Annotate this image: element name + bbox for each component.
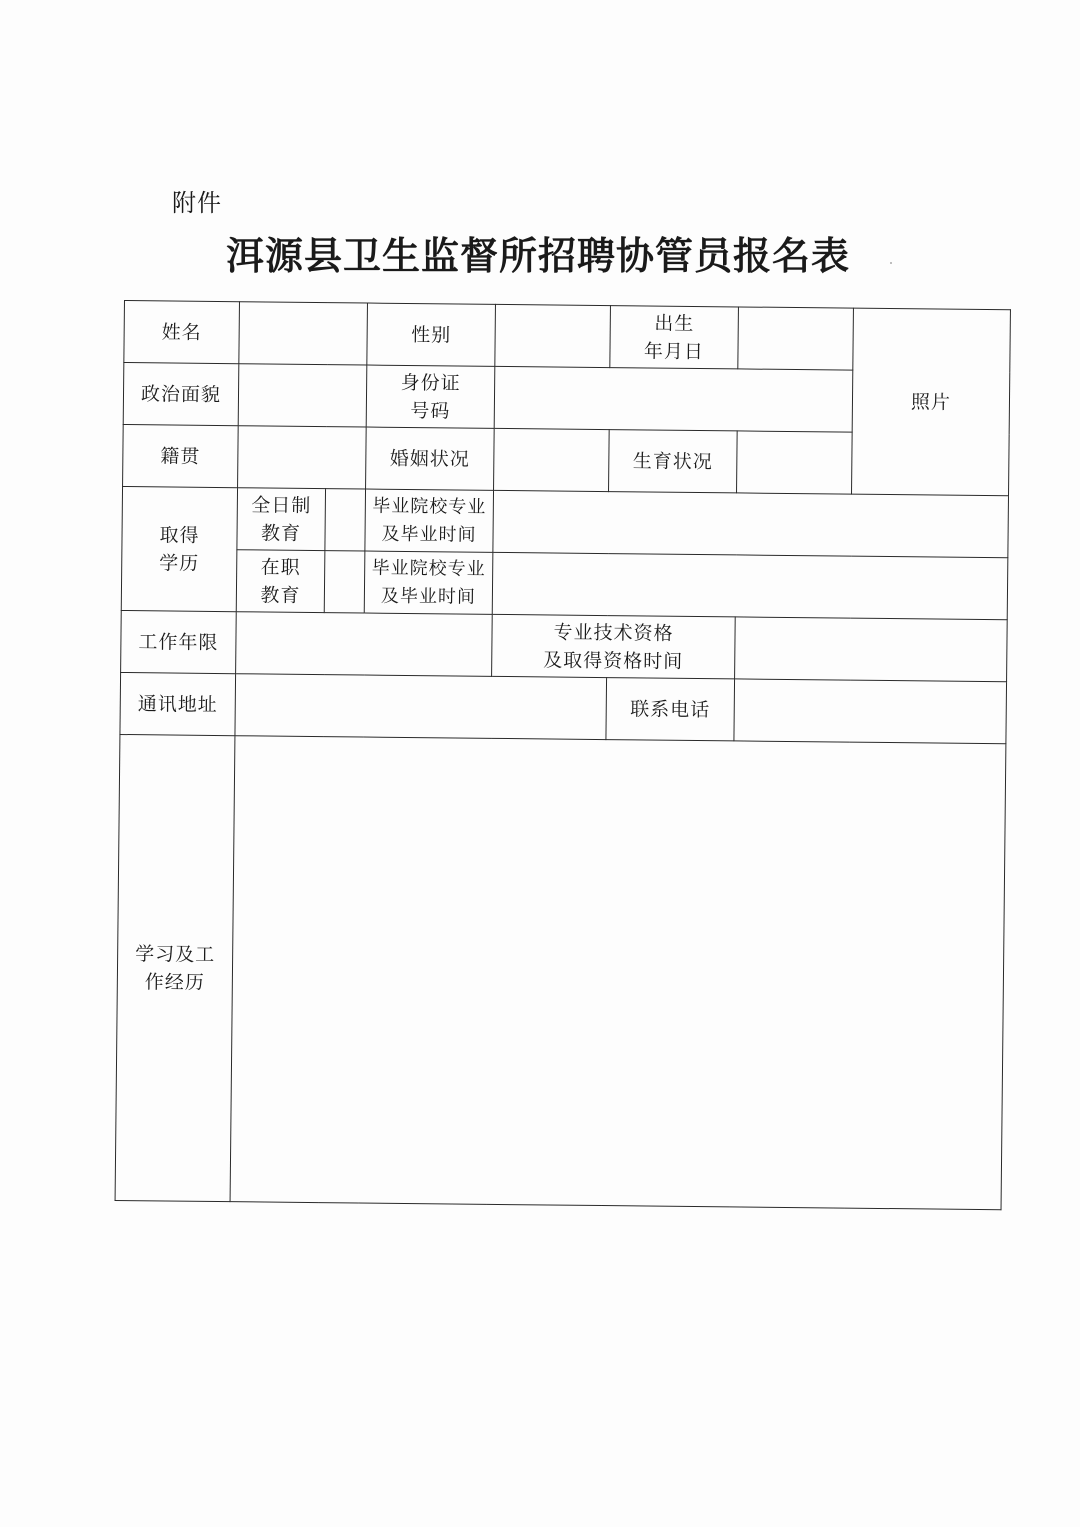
field-fulltime-degree[interactable] (325, 489, 366, 551)
field-inservice-school[interactable] (492, 552, 1008, 619)
field-birth[interactable] (738, 307, 854, 370)
label-id-line1: 身份证 (400, 371, 461, 395)
row-inservice (121, 548, 1008, 619)
field-fertility[interactable] (737, 431, 853, 494)
row-history (115, 734, 1006, 1209)
label-history-line2: 作经历 (144, 970, 205, 994)
field-phone[interactable] (734, 679, 1007, 744)
label-address: 通讯地址 (120, 672, 236, 735)
label-degree-line2: 学历 (159, 551, 200, 575)
registration-form (115, 300, 1014, 1210)
label-fulltime-school-line2: 及毕业时间 (381, 523, 477, 546)
row-address (120, 672, 1007, 743)
attachment-label: 附件 (172, 189, 222, 217)
label-fulltime-line2: 教育 (260, 521, 302, 545)
label-id (366, 365, 495, 428)
field-work-years[interactable] (236, 612, 493, 677)
label-inservice-line1: 在职 (260, 555, 301, 579)
label-history (115, 734, 235, 1201)
label-qualification-line2: 及取得资格时间 (543, 648, 684, 673)
field-fulltime-school[interactable] (493, 490, 1009, 557)
label-inservice-school (364, 551, 493, 614)
label-marital: 婚姻状况 (366, 427, 495, 490)
field-history[interactable] (230, 736, 1006, 1210)
label-qualification (492, 614, 736, 679)
label-fulltime-school-line1: 毕业院校专业 (372, 495, 487, 518)
label-inservice-school-line1: 毕业院校专业 (371, 557, 486, 580)
label-birth-line2: 年月日 (643, 339, 705, 363)
label-fulltime-line1: 全日制 (251, 493, 312, 517)
label-inservice-school-line2: 及毕业时间 (380, 585, 477, 608)
label-fertility: 生育状况 (609, 430, 738, 493)
form-title: 洱源县卫生监督所招聘协管员报名表 (226, 233, 851, 278)
scan-dot (890, 262, 892, 264)
row-workyears (121, 610, 1008, 681)
field-political[interactable] (238, 364, 367, 427)
photo-box[interactable]: 照片 (852, 308, 1011, 496)
row-name (124, 301, 1011, 372)
label-work-years: 工作年限 (121, 610, 237, 673)
label-political: 政治面貌 (123, 363, 239, 426)
label-fulltime-school (365, 489, 494, 552)
field-name[interactable] (239, 302, 368, 365)
label-fulltime (237, 488, 326, 551)
label-degree (121, 486, 237, 611)
label-degree-line1: 取得 (159, 523, 200, 547)
label-name: 姓名 (124, 301, 240, 364)
field-qualification[interactable] (735, 617, 1008, 682)
label-inservice (236, 550, 325, 613)
label-gender: 性别 (367, 303, 496, 366)
row-fulltime (122, 486, 1009, 557)
field-gender[interactable] (495, 304, 611, 367)
field-marital[interactable] (494, 428, 610, 491)
field-address[interactable] (235, 674, 607, 740)
label-birth-line1: 出生 (654, 312, 695, 335)
label-inservice-line2: 教育 (260, 583, 301, 607)
label-birth (610, 306, 739, 369)
field-inservice-degree[interactable] (324, 551, 365, 613)
field-native[interactable] (238, 426, 367, 489)
registration-table (115, 300, 1011, 1210)
label-history-line1: 学习及工 (135, 942, 216, 966)
label-phone: 联系电话 (606, 678, 735, 741)
label-qualification-line1: 专业技术资格 (553, 621, 674, 645)
field-id[interactable] (494, 366, 853, 432)
label-native: 籍贯 (123, 424, 239, 487)
label-id-line2: 号码 (410, 399, 451, 422)
